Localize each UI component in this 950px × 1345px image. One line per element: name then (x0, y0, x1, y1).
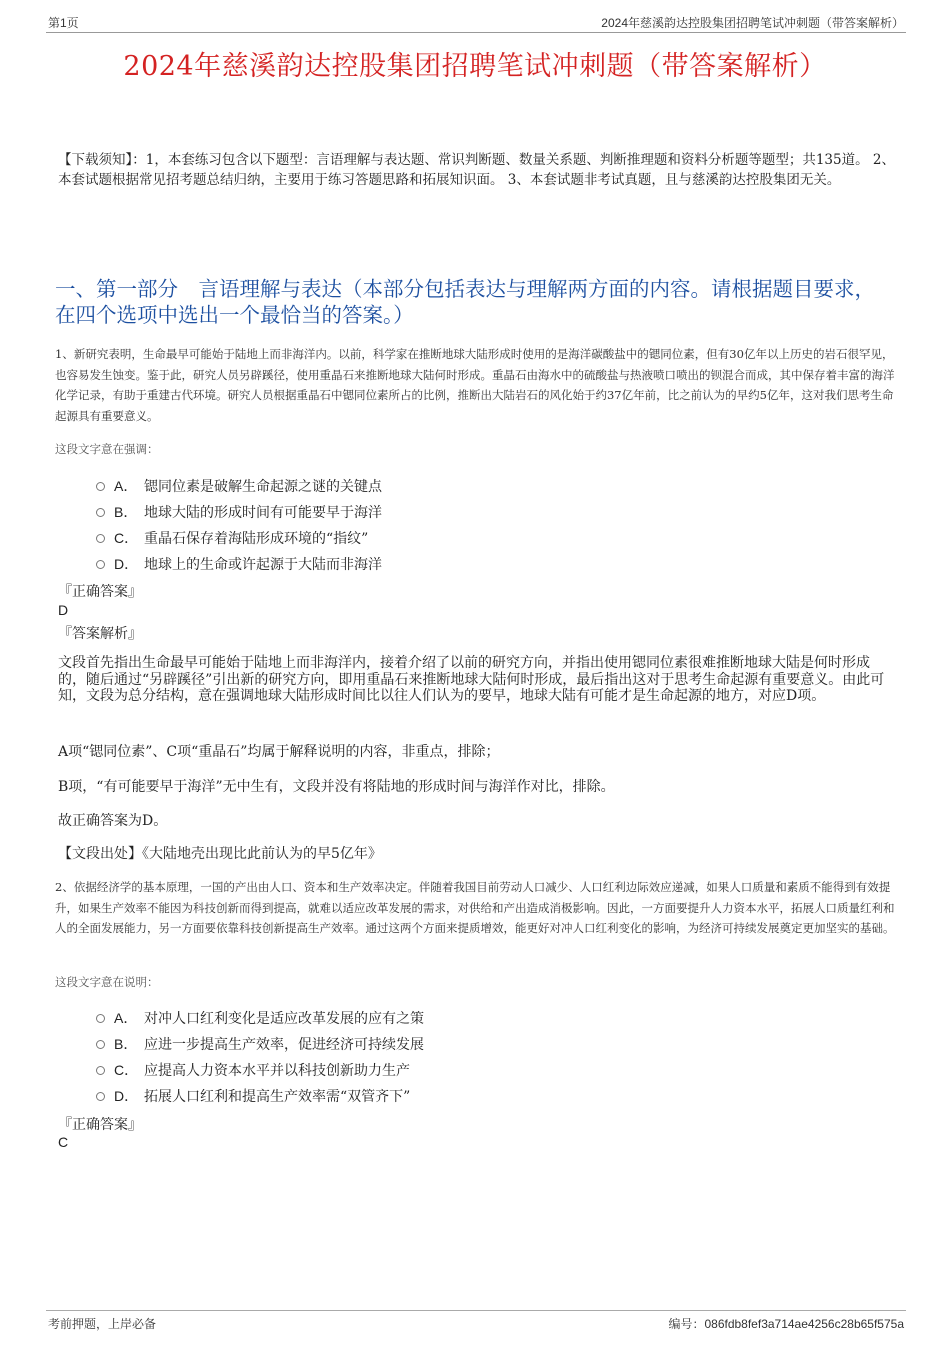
header-divider (46, 32, 906, 33)
analysis-label: 『答案解析』 (58, 626, 142, 642)
radio-icon[interactable] (96, 534, 105, 543)
answer-value: C (58, 1134, 69, 1150)
question-1-prompt: 这段文字意在强调： (55, 442, 159, 456)
radio-icon[interactable] (96, 560, 105, 569)
radio-icon[interactable] (96, 1040, 105, 1049)
answer-label: 『正确答案』 (58, 584, 142, 600)
radio-icon[interactable] (96, 1066, 105, 1075)
footer-serial: 编号：086fdb8fef3a714ae4256c28b65f575a (668, 1317, 904, 1331)
analysis-paragraph: 文段首先指出生命最早可能始于陆地上而非海洋内，接着介绍了以前的研究方向，并指出使用锶同位素很难推断地球大陆是何时形成的，随后通过“另辟蹊径”引出新的研究方向，即用重晶石来推断地球大陆何时形成，最后指出这对于思考生命起源有重要意义。由此可知，文段为总分结构，意在强调地球大陆形成时间比以往人们认为的要早，地球大陆有可能才是生命起源的地方，对应D项。 (58, 655, 885, 704)
analysis-paragraph: A项“锶同位素”、C项“重晶石”均属于解释说明的内容，非重点，排除； (58, 744, 500, 760)
section-heading: 一、第一部分 言语理解与表达（本部分包括表达与理解两方面的内容。请根据题目要求，在四个选项中选出一个最恰当的答案。） (55, 277, 875, 327)
footer-slogan: 考前押题，上岸必备 (48, 1317, 157, 1331)
radio-icon[interactable] (96, 482, 105, 491)
footer-divider (46, 1310, 906, 1311)
source-citation: 【文段出处】《大陆地壳出现比此前认为的早5亿年》 (58, 846, 382, 862)
question-2-prompt: 这段文字意在说明： (55, 975, 159, 989)
header-doc-title: 2024年慈溪韵达控股集团招聘笔试冲刺题（带答案解析） (601, 16, 904, 30)
radio-icon[interactable] (96, 508, 105, 517)
page-number: 第1页 (48, 16, 79, 30)
download-notice: 【下载须知】：1，本套练习包含以下题型：言语理解与表达题、常识判断题、数量关系题、判断推理题和资料分析题等题型；共135道。 2、本套试题根据常见招考题总结归纳，主要用于练习答题思路和拓展知识面。 3、本套试题非考试真题，且与慈溪韵达控股集团无关。 (58, 152, 895, 188)
page-title: 2024年慈溪韵达控股集团招聘笔试冲刺题（带答案解析） (123, 51, 827, 82)
answer-value: D (58, 602, 69, 618)
question-1-text: 1、新研究表明，生命最早可能始于陆地上而非海洋内。以前，科学家在推断地球大陆形成时使用的是海洋碳酸盐中的锶同位素，但有30亿年以上历史的岩石很罕见，也容易发生蚀变。鉴于此，研究人员另辟蹊径，使用重晶石来推断地球大陆何时形成。重晶石由海水中的硫酸盐与热液喷口喷出的钡混合而成，其中保存着丰富的海洋化学记录，有助于重建古代环境。研究人员根据重晶石中锶同位素所占的比例，推断出大陆岩石的风化始于约37亿年前，比之前认为的早约5亿年，这对我们思考生命起源具有重要意义。 (55, 347, 895, 423)
radio-icon[interactable] (96, 1014, 105, 1023)
answer-label: 『正确答案』 (58, 1117, 142, 1133)
analysis-paragraph: 故正确答案为D。 (58, 813, 168, 829)
question-2-text: 2、依据经济学的基本原理，一国的产出由人口、资本和生产效率决定。伴随着我国目前劳动人口减少、人口红利边际效应递减，如果人口质量和素质不能得到有效提升，如果生产效率不能因为科技创新而得到提高，就难以适应改革发展的需求，对供给和产出造成消极影响。因此，一方面要提升人力资本水平，拓展人口质量红利和人的全面发展能力，另一方面要依靠科技创新提高生产效率。通过这两个方面来提质增效，能更好对冲人口红利变化的影响，为经济可持续发展奠定更加坚实的基础。 (55, 880, 895, 935)
radio-icon[interactable] (96, 1092, 105, 1101)
analysis-paragraph: B项，“有可能要早于海洋”无中生有，文段并没有将陆地的形成时间与海洋作对比，排除。 (58, 779, 615, 795)
